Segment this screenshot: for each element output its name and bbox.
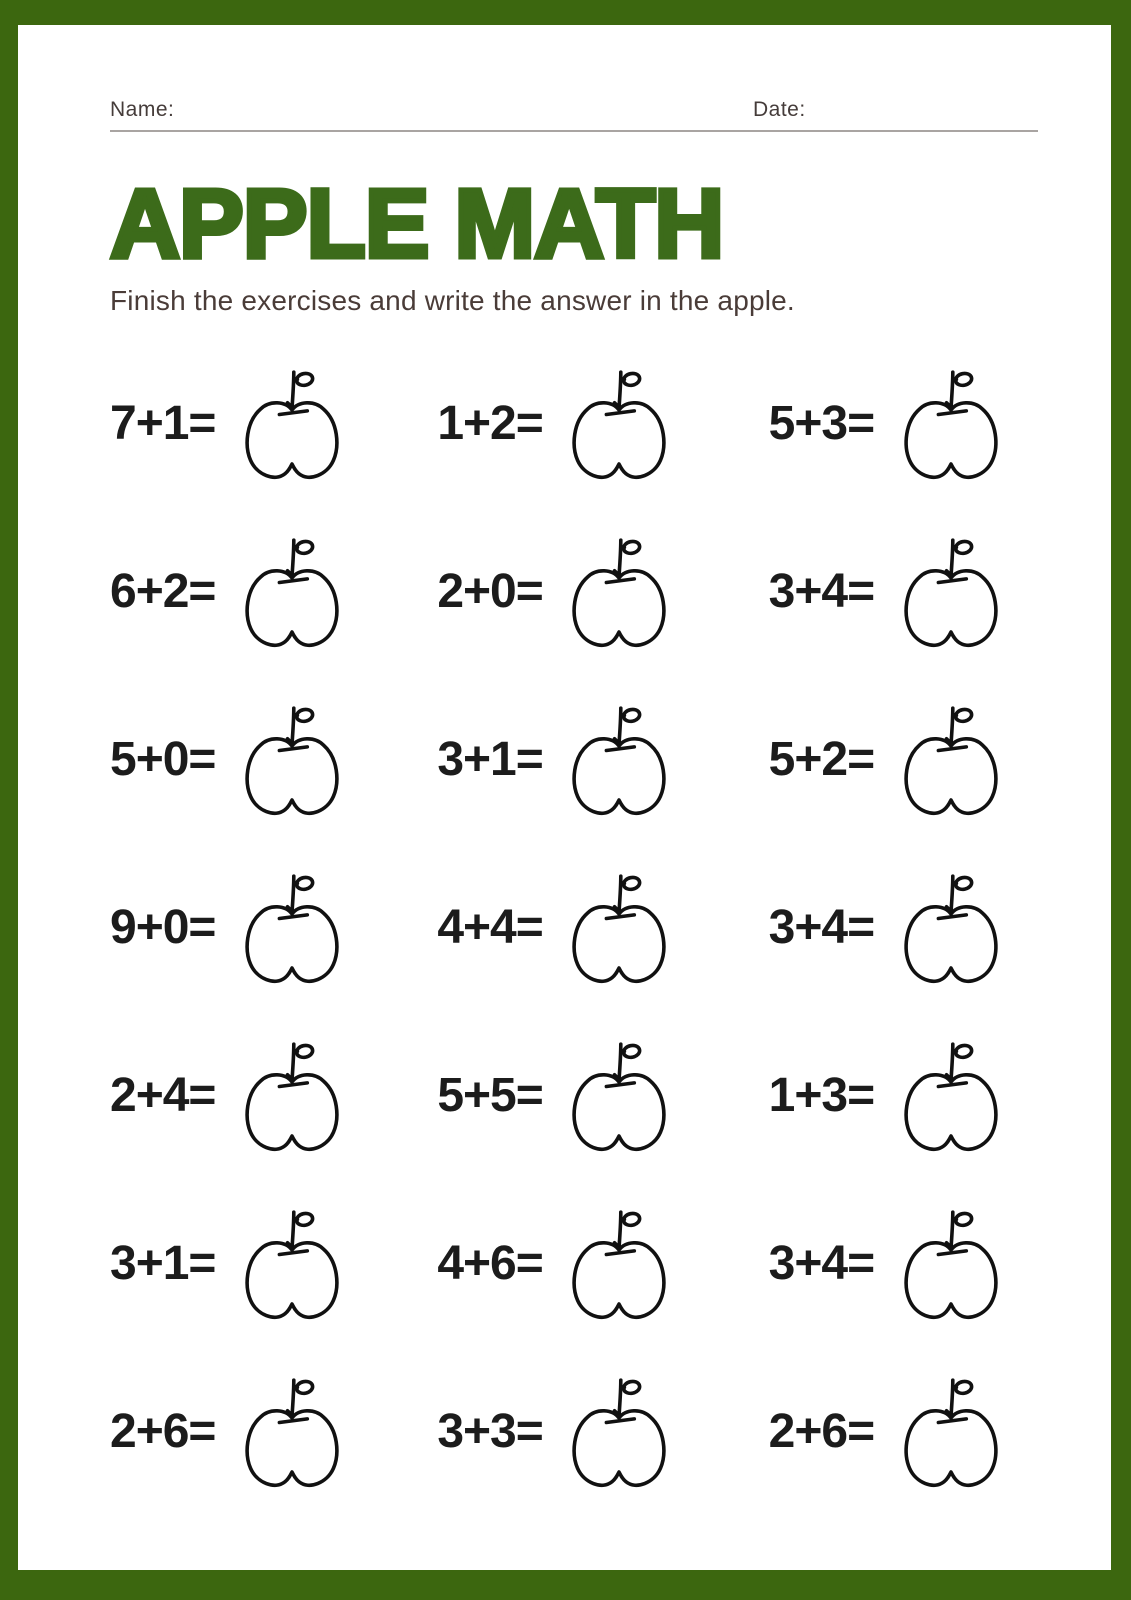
- problem-text: 7+1=: [110, 396, 216, 450]
- exercise-cell: [423, 339, 736, 507]
- name-fill-line[interactable]: [180, 98, 740, 132]
- exercise-cell: [423, 1011, 736, 1179]
- apple-answer-area[interactable]: [565, 1204, 673, 1323]
- exercise-cell: [110, 1011, 423, 1179]
- problem-text: 2+0=: [437, 564, 543, 618]
- problem-text: 4+6=: [437, 1236, 543, 1290]
- apple-answer-area[interactable]: [897, 868, 1005, 987]
- problem-text: 5+5=: [437, 1068, 543, 1122]
- worksheet-title: APPLE MATH: [110, 169, 724, 278]
- exercise-cell: [423, 843, 736, 1011]
- exercise-cell: [737, 675, 1050, 843]
- problem-text: 9+0=: [110, 900, 216, 954]
- exercise-cell: [423, 1179, 736, 1347]
- date-label: Date:: [753, 98, 806, 121]
- exercise-cell: [110, 1347, 423, 1515]
- date-fill-line[interactable]: [810, 98, 1038, 132]
- exercise-cell: [423, 507, 736, 675]
- exercise-cell: [737, 1011, 1050, 1179]
- apple-answer-area[interactable]: [238, 1372, 346, 1491]
- apple-answer-area[interactable]: [238, 1204, 346, 1323]
- exercise-cell: [423, 1347, 736, 1515]
- problem-text: 3+4=: [768, 1236, 875, 1290]
- apple-answer-area[interactable]: [897, 1036, 1005, 1155]
- apple-answer-area[interactable]: [897, 364, 1005, 483]
- worksheet-instructions: Finish the exercises and write the answer in the apple.: [110, 285, 795, 317]
- exercise-cell: [737, 339, 1050, 507]
- problem-text: 2+4=: [110, 1068, 216, 1122]
- problem-text: 3+1=: [110, 1236, 216, 1290]
- apple-answer-area[interactable]: [565, 1036, 673, 1155]
- exercise-cell: [110, 339, 423, 507]
- apple-answer-area[interactable]: [897, 1204, 1005, 1323]
- problem-text: 6+2=: [110, 564, 216, 618]
- problem-text: 3+4=: [768, 900, 875, 954]
- exercise-cell: [110, 675, 423, 843]
- problem-text: 1+2=: [437, 396, 543, 450]
- problem-text: 3+3=: [437, 1404, 543, 1458]
- name-label: Name:: [110, 98, 175, 121]
- exercise-cell: [737, 507, 1050, 675]
- apple-answer-area[interactable]: [238, 700, 346, 819]
- exercise-cell: [110, 843, 423, 1011]
- apple-answer-area[interactable]: [565, 532, 673, 651]
- apple-answer-area[interactable]: [565, 1372, 673, 1491]
- exercise-cell: [110, 507, 423, 675]
- exercise-cell: [110, 1179, 423, 1347]
- apple-answer-area[interactable]: [238, 364, 346, 483]
- problem-text: 1+3=: [768, 1068, 875, 1122]
- problem-text: 3+1=: [437, 732, 543, 786]
- problem-text: 5+2=: [768, 732, 875, 786]
- apple-answer-area[interactable]: [565, 700, 673, 819]
- apple-answer-area[interactable]: [897, 1372, 1005, 1491]
- problem-text: 4+4=: [437, 900, 543, 954]
- worksheet-page: [18, 25, 1111, 1570]
- apple-answer-area[interactable]: [565, 868, 673, 987]
- problem-text: 5+3=: [768, 396, 875, 450]
- name-date-row: [110, 98, 1038, 132]
- apple-answer-area[interactable]: [897, 700, 1005, 819]
- problem-text: 5+0=: [110, 732, 216, 786]
- exercise-cell: [737, 1347, 1050, 1515]
- exercise-grid: [110, 339, 1050, 1515]
- apple-answer-area[interactable]: [565, 364, 673, 483]
- apple-answer-area[interactable]: [238, 868, 346, 987]
- exercise-cell: [423, 675, 736, 843]
- apple-answer-area[interactable]: [238, 532, 346, 651]
- problem-text: 2+6=: [110, 1404, 216, 1458]
- apple-answer-area[interactable]: [238, 1036, 346, 1155]
- exercise-cell: [737, 843, 1050, 1011]
- exercise-cell: [737, 1179, 1050, 1347]
- problem-text: 2+6=: [768, 1404, 875, 1458]
- problem-text: 3+4=: [768, 564, 875, 618]
- apple-answer-area[interactable]: [897, 532, 1005, 651]
